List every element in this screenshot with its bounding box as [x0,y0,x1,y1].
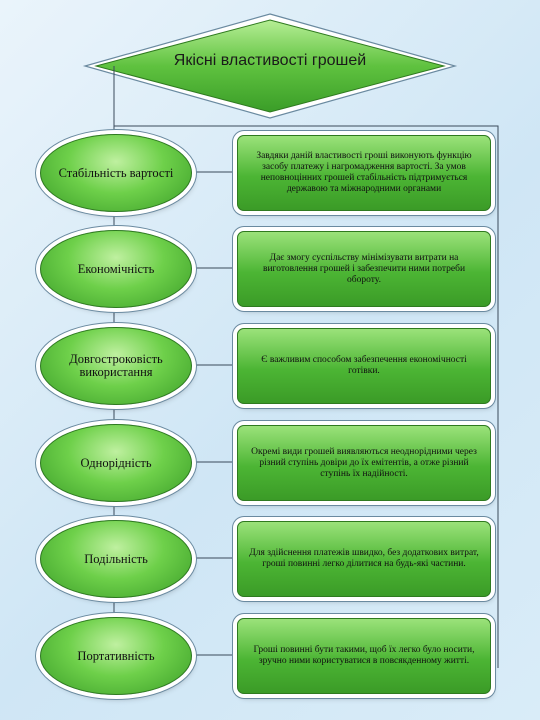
property-label: Стабільність вартості [58,165,174,180]
description-text: Гроші повинні бути такими, щоб їх легко було носити, зручно ними користуватися в повсякденному житті. [253,645,475,666]
description-homogeneity [237,425,491,501]
description-text: Є важливим способом забезпечення економічності готівки. [261,355,467,376]
property-portability [40,617,192,695]
description-text: Завдяки даній властивості гроші виконують функцію засобу платежу і нагромадження вартості. За умов неповноцінних грошей стабільність підтримується державою та міжнародними органами [256,151,472,194]
description-text: Дає змогу суспільству мінімізувати витрати на виготовлення грошей і забезпечити ними потреби обороту. [262,252,466,285]
description-durability [237,328,491,404]
property-stability [40,134,192,212]
property-label: Портативність [77,648,155,663]
diagram-title: Якісні властивості грошей [173,52,367,69]
property-label: Економічність [77,261,155,276]
property-economy [40,230,192,308]
description-portability [237,618,491,694]
property-homogeneity [40,424,192,502]
property-label: Довгостроковість використання [69,352,163,379]
property-durability [40,327,192,405]
description-economy [237,231,491,307]
property-label: Подільність [84,551,148,566]
description-divisibility [237,521,491,597]
property-label: Однорідність [80,455,152,470]
description-stability [237,135,491,211]
property-divisibility [40,520,192,598]
description-text: Для здійснення платежів швидко, без додаткових витрат, гроші повинні легко ділитися на будь-які частини. [249,548,479,569]
description-text: Окремі види грошей виявляються неоднорідними через різний ступінь довіри до їх емітентів, а отже різний ступінь їх надійності. [251,446,477,479]
